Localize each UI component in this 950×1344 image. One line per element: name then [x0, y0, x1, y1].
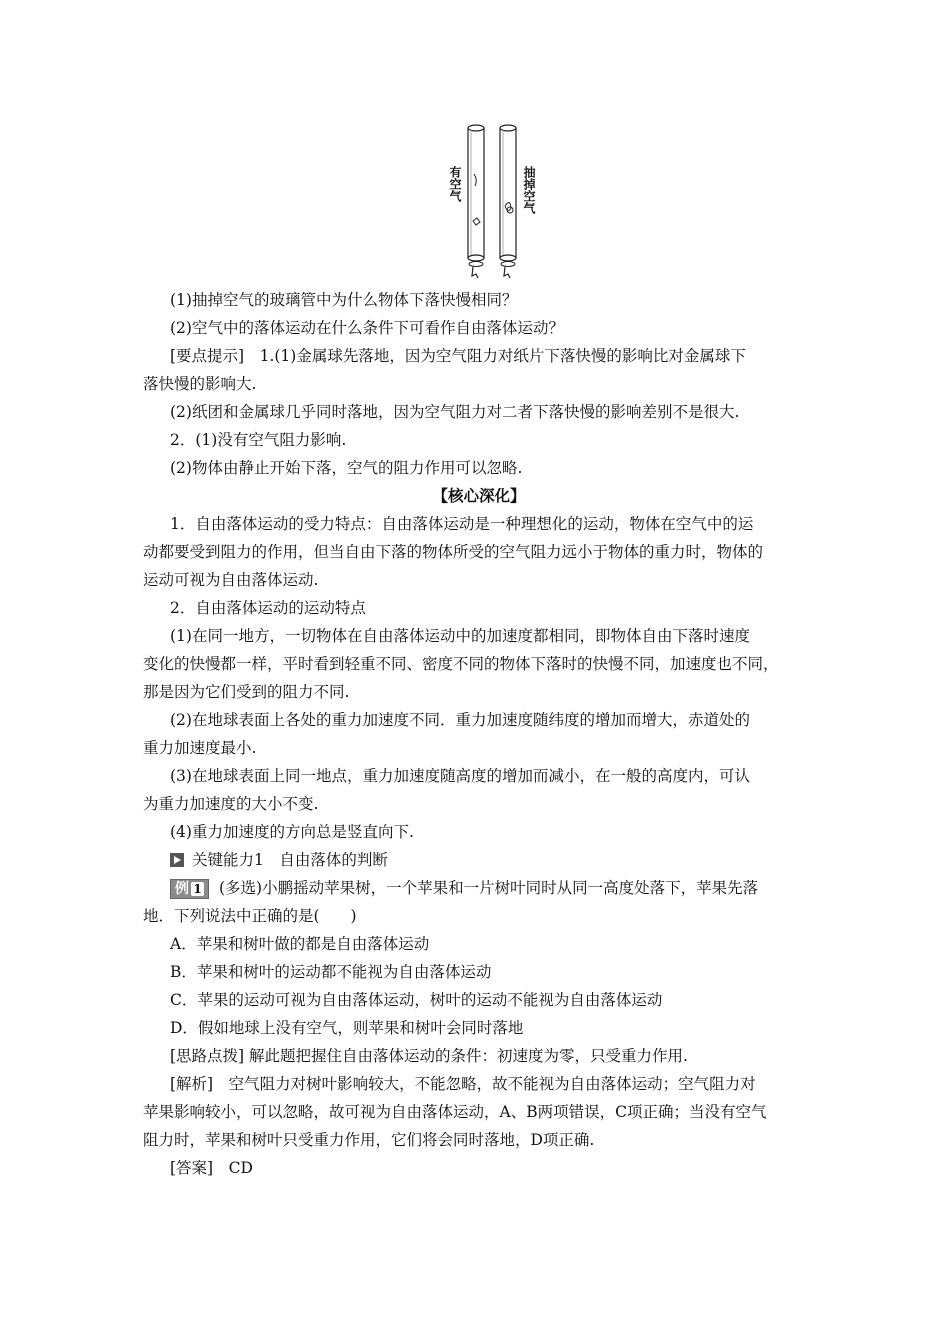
deepen-2-1-line-1: (1)在同一地方，一切物体在自由落体运动中的加速度都相同，即物体自由下落时速度	[170, 627, 750, 645]
example-line-2: 地．下列说法中正确的是( )	[143, 907, 357, 925]
question-2: (2)空气中的落体运动在什么条件下可看作自由落体运动？	[170, 319, 564, 337]
example-badge	[170, 879, 209, 899]
deepen-2-1-line-2: 变化的快慢都一样，平时看到轻重不同、密度不同的物体下落时的快慢不同，加速度也不同，	[143, 655, 779, 673]
deepen-1-line-3: 运动可视为自由落体运动.	[143, 571, 319, 589]
example-number: 1	[191, 882, 204, 896]
label-air-removed: 抽掉空气	[522, 166, 536, 214]
hint-line-2: 落快慢的影响大.	[143, 375, 257, 393]
example-text: (多选)小鹏摇动苹果树，一个苹果和一片树叶同时从同一高度处落下，苹果先落	[219, 879, 759, 897]
example-line-1	[170, 874, 815, 902]
hint-line-4: 2．(1)没有空气阻力影响.	[170, 431, 347, 449]
option-d: D．假如地球上没有空气，则苹果和树叶会同时落地	[170, 1019, 524, 1037]
deepen-2-title: 2．自由落体运动的运动特点	[170, 599, 366, 617]
hint-line-5: (2)物体由静止开始下落，空气的阻力作用可以忽略.	[170, 459, 523, 477]
option-a: A．苹果和树叶做的都是自由落体运动	[170, 935, 430, 953]
analysis-line-2: 苹果影响较小，可以忽略，故可视为自由落体运动，A、B两项错误，C项正确；当没有空气	[143, 1103, 767, 1121]
deepen-2-2-line-1: (2)在地球表面上各处的重力加速度不同．重力加速度随纬度的增加而增大，赤道处的	[170, 711, 750, 729]
section-heading: 【核心深化】	[432, 486, 526, 505]
option-b: B．苹果和树叶的运动都不能视为自由落体运动	[170, 963, 492, 981]
option-c: C．苹果的运动可视为自由落体运动，树叶的运动不能视为自由落体运动	[170, 991, 663, 1009]
deepen-2-4: (4)重力加速度的方向总是竖直向下.	[170, 823, 414, 841]
label-with-air: 有空气	[448, 166, 462, 202]
deepen-1-line-2: 动都要受到阻力的作用，但当自由下落的物体所受的空气阻力远小于物体的重力时，物体的	[143, 543, 764, 561]
play-marker-icon	[170, 853, 184, 867]
key-ability-text: 关键能力1 自由落体的判断	[192, 851, 388, 869]
hint-line-3: (2)纸团和金属球几乎同时落地，因为空气阻力对二者下落快慢的影响差别不是很大.	[170, 403, 740, 421]
deepen-2-1-line-3: 那是因为它们受到的阻力不同.	[143, 683, 350, 701]
thinking-tip: [思路点拨] 解此题把握住自由落体运动的条件：初速度为零，只受重力作用.	[170, 1047, 688, 1065]
deepen-2-2-line-2: 重力加速度最小.	[143, 739, 257, 757]
analysis-line-1: [解析] 空气阻力对树叶影响较大，不能忽略，故不能视为自由落体运动；空气阻力对	[170, 1075, 756, 1093]
analysis-line-3: 阻力时，苹果和树叶只受重力作用，它们将会同时落地，D项正确.	[143, 1131, 595, 1149]
key-ability-heading	[170, 846, 815, 874]
answer: [答案] CD	[170, 1159, 253, 1177]
example-label: 例	[175, 881, 189, 897]
hint-line-1: [要点提示] 1.(1)金属球先落地，因为空气阻力对纸片下落快慢的影响比对金属球下	[170, 347, 746, 365]
deepen-2-3-line-1: (3)在地球表面上同一地点，重力加速度随高度的增加而减小，在一般的高度内，可认	[170, 767, 750, 785]
text-body	[143, 286, 815, 1182]
deepen-1-line-1: 1．自由落体运动的受力特点：自由落体运动是一种理想化的运动，物体在空气中的运	[170, 515, 754, 533]
deepen-2-3-line-2: 为重力加速度的大小不变.	[143, 795, 319, 813]
tube-figure	[440, 118, 550, 286]
question-1: (1)抽掉空气的玻璃管中为什么物体下落快慢相同？	[170, 291, 518, 309]
